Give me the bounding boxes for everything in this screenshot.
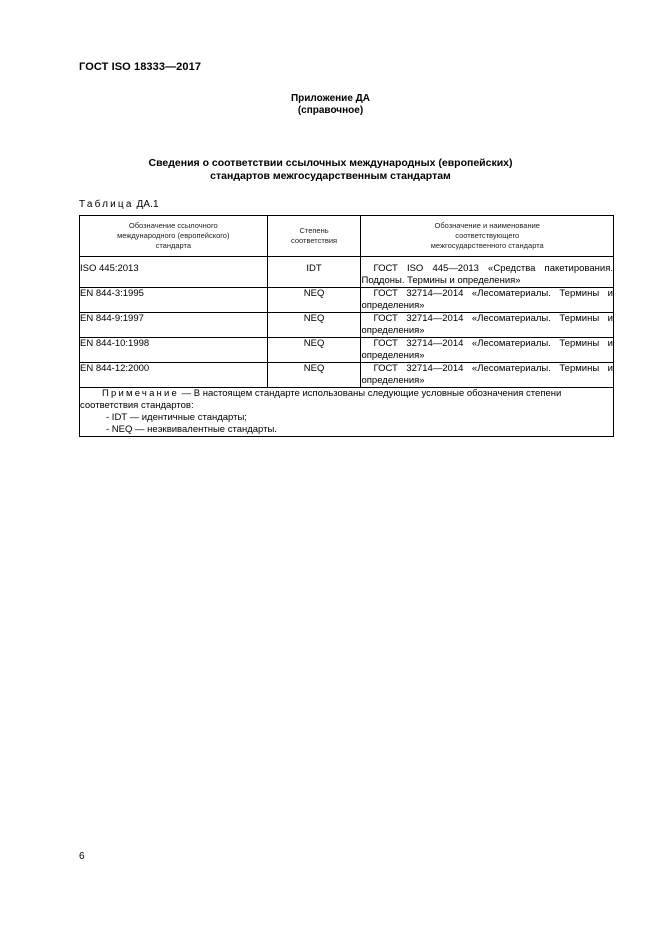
header-line: Обозначение и наименование: [434, 221, 540, 230]
degree-of-correspondence: NEQ: [267, 313, 361, 338]
interstate-standard-name: ГОСТ 32714—2014 «Лесоматериалы. Термины и определения»: [361, 363, 613, 386]
annex-heading: [0, 93, 661, 117]
interstate-standard-name: ГОСТ ISO 445—2013 «Средства пакетирования. Поддоны. Термины и определения»: [361, 257, 614, 288]
document-code: ГОСТ ISO 18333—2017: [79, 61, 202, 73]
interstate-standard-name: ГОСТ 32714—2014 «Лесоматериалы. Термины и определения»: [361, 288, 613, 311]
reference-standard-code: EN 844-3:1995: [80, 288, 268, 313]
note-label: Примечание: [102, 388, 179, 399]
header-line: соответствующего: [455, 231, 520, 240]
table-note: [80, 388, 614, 437]
table-header-row: [80, 216, 614, 257]
interstate-standard-name: ГОСТ 32714—2014 «Лесоматериалы. Термины и определения»: [361, 313, 613, 336]
note-item: - IDT — идентичные стандарты;: [106, 412, 247, 423]
reference-standard-code: ISO 445:2013: [80, 257, 268, 288]
page-number: 6: [79, 851, 85, 862]
header-reference-standard: [80, 216, 268, 257]
header-line: международного (европейского): [117, 231, 230, 240]
annex-status: (справочное): [297, 105, 364, 116]
table-caption-word: Таблица: [79, 199, 134, 210]
table-caption: [79, 199, 159, 210]
header-interstate-standard: [361, 216, 614, 257]
table-note-row: [80, 388, 614, 437]
table-row: [80, 313, 614, 338]
section-title-line-1: Сведения о соответствии ссылочных международных (европейских): [148, 157, 513, 169]
header-line: соответствия: [291, 236, 338, 245]
section-title: [0, 157, 661, 183]
table-row: [80, 257, 614, 288]
degree-of-correspondence: IDT: [267, 257, 361, 288]
header-line: Обозначение ссылочного: [128, 221, 218, 230]
degree-of-correspondence: NEQ: [267, 288, 361, 313]
reference-standard-code: EN 844-9:1997: [80, 313, 268, 338]
note-item: - NEQ — неэквивалентные стандарты.: [106, 424, 277, 435]
note-text: [80, 388, 613, 412]
table-row: [80, 338, 614, 363]
table-caption-number: ДА.1: [133, 199, 159, 210]
table-row: [80, 363, 614, 388]
header-degree: [267, 216, 361, 257]
annex-title: Приложение ДА: [290, 93, 371, 104]
interstate-standard-name: ГОСТ 32714—2014 «Лесоматериалы. Термины и определения»: [361, 338, 613, 361]
header-line: стандарта: [155, 241, 192, 250]
reference-standard-code: EN 844-10:1998: [80, 338, 268, 363]
header-line: межгосударственного стандарта: [430, 241, 544, 250]
section-title-line-2: стандартов межгосударственным стандартам: [210, 170, 451, 182]
table-row: [80, 288, 614, 313]
reference-standard-code: EN 844-12:2000: [80, 363, 268, 388]
degree-of-correspondence: NEQ: [267, 338, 361, 363]
correspondence-table: [79, 215, 614, 437]
degree-of-correspondence: NEQ: [267, 363, 361, 388]
note-body: — В настоящем стандарте использованы следующие условные обозначения степени соответствия стандартов:: [80, 388, 562, 411]
header-line: Степень: [299, 226, 329, 235]
